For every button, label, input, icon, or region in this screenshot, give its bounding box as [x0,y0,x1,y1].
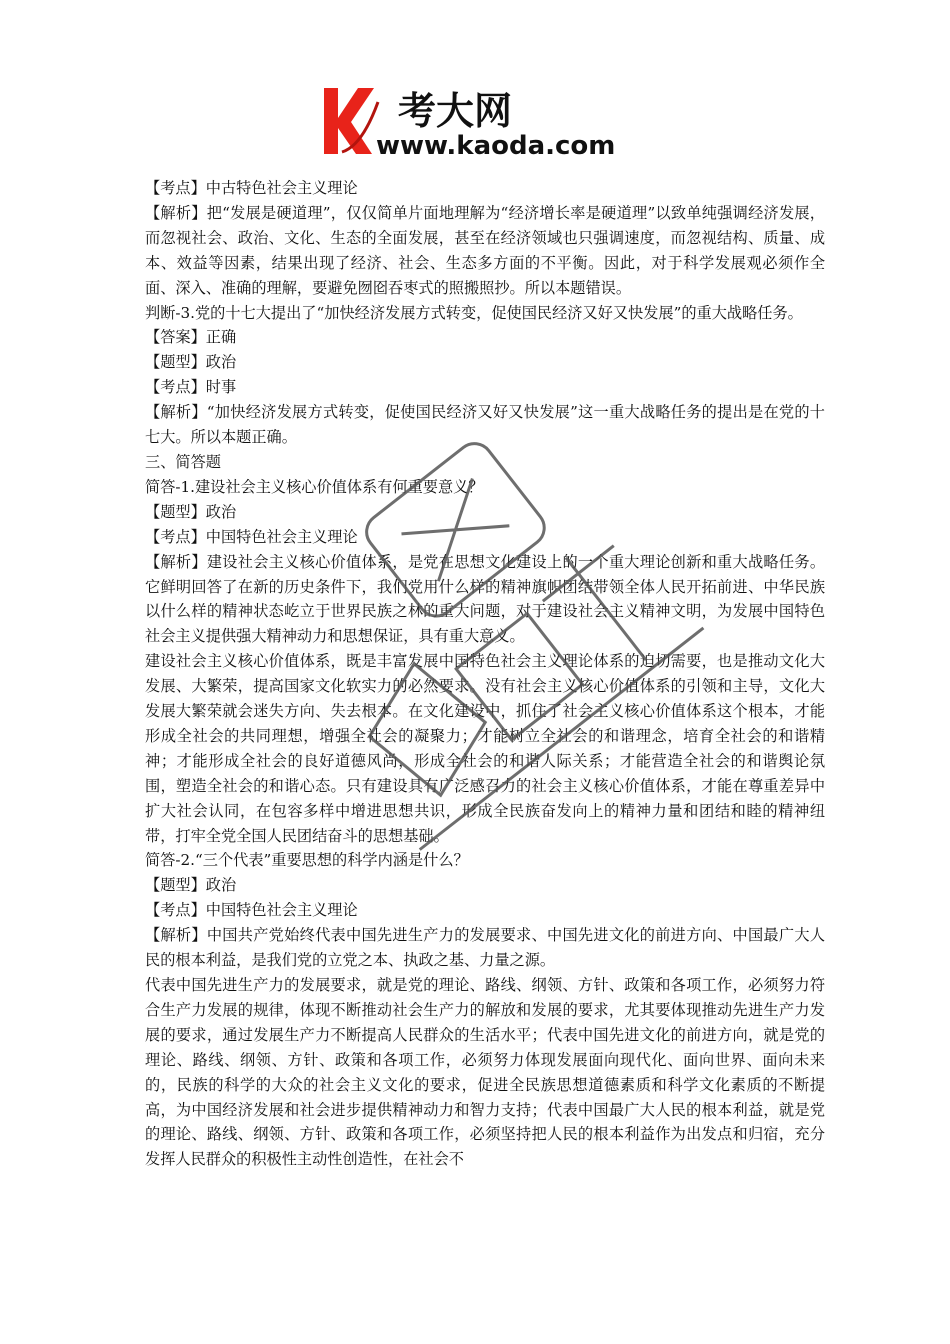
logo-url: www.kaoda.com [376,131,616,161]
question-short-2: 简答-2.“三个代表”重要思想的科学内涵是什么？ [145,851,469,870]
jiexi-paragraph: 【解析】“加快经济发展方式转变，促使国民经济又好又快发展”这一重大战略任务的提出是在党的十七大。所以本题正确。 [145,403,825,447]
question-type-line: 【题型】政治 [145,502,237,521]
section-heading: 三、简答题 [145,452,221,471]
logo-graphic [318,82,638,162]
kaodian-line: 【考点】中国特色社会主义理论 [145,527,358,546]
body-paragraph: 代表中国先进生产力的发展要求，就是党的理论、路线、纲领、方针、政策和各项工作，必须努力符合生产力发展的规律，体现不断推动社会生产力的解放和发展的要求，尤其要体现推动先进生产力发展的要求，通过发展生产力不断提高人民群众的生活水平；代表中国先进文化的前进方向，就是党的理论、路线、纲领、方针、政策和各项工作，必须努力体现发展面向现代化、面向世界、面向未来的，民族的科学的大众的社会主义文化的要求，促进全民族思想道德素质和科学文化素质的不断提高，为中国经济发展和社会进步提供精神动力和智力支持；代表中国最广大人民的根本利益，就是党的理论、路线、纲领、方针、政策和各项工作，必须坚持把人民的根本利益作为出发点和归宿，充分发挥人民群众的积极性主动性创造性，在社会不 [145,976,825,1169]
question-judge-3: 判断-3.党的十七大提出了“加快经济发展方式转变，促使国民经济又好又快发展”的重大战略任务。 [145,303,803,322]
kaodian-line: 【考点】中国特色社会主义理论 [145,901,358,920]
jiexi-paragraph: 【解析】把“发展是硬道理”，仅仅简单片面地理解为“经济增长率是硬道理”以致单纯强调经济发展，而忽视社会、政治、文化、生态的全面发展，甚至在经济领域也只强调速度，而忽视结构、质量、成本、效益等因素，结果出现了经济、社会、生态多方面的不平衡。因此，对于科学发展观必须作全面、深入、准确的理解，要避免囫囵吞枣式的照搬照抄。所以本题错误。 [145,203,825,297]
question-type-line: 【题型】政治 [145,353,237,372]
jiexi-paragraph: 【解析】中国共产党始终代表中国先进生产力的发展要求、中国先进文化的前进方向、中国最广大人民的根本利益，是我们党的立党之本、执政之基、力量之源。 [145,926,825,970]
question-short-1: 简答-1.建设社会主义核心价值体系有何重要意义？ [145,477,484,496]
body-paragraph: 建设社会主义核心价值体系，既是丰富发展中国特色社会主义理论体系的迫切需要，也是推动文化大发展、大繁荣，提高国家文化软实力的必然要求。没有社会主义核心价值体系的引领和主导，文化大发展大繁荣就会迷失方向、失去根本。在文化建设中，抓住了社会主义核心价值体系这个根本，才能形成全社会的共同理想，增强全社会的凝聚力；才能树立全社会的和谐理念，培育全社会的和谐精神；才能形成全社会的良好道德风尚，形成全社会的和谐人际关系；才能营造全社会的和谐舆论氛围，塑造全社会的和谐心态。只有建设具有广泛感召力的社会主义核心价值体系，才能在尊重差异中扩大社会认同，在包容多样中增进思想共识，形成全民族奋发向上的精神力量和团结和睦的精神纽带，打牢全党全国人民团结奋斗的思想基础。 [145,652,825,845]
kaodian-line: 【考点】时事 [145,378,237,397]
k-mark-icon [324,88,378,154]
question-type-line: 【题型】政治 [145,876,237,895]
logo-cn-name: 考大网 [398,89,513,133]
jiexi-paragraph: 【解析】建设社会主义核心价值体系，是党在思想文化建设上的一个重大理论创新和重大战略任务。它鲜明回答了在新的历史条件下，我们党用什么样的精神旗帜团结带领全体人民开拓前进、中华民族以什么样的精神状态屹立于世界民族之林的重大问题，对于建设社会主义精神文明，为发展中国特色社会主义提供强大精神动力和思想保证，具有重大意义。 [145,552,825,646]
kaoda-logo [318,82,638,162]
kaodian-line: 【考点】中古特色社会主义理论 [145,179,358,197]
document-body [145,176,825,1172]
answer-line: 【答案】正确 [145,328,237,347]
